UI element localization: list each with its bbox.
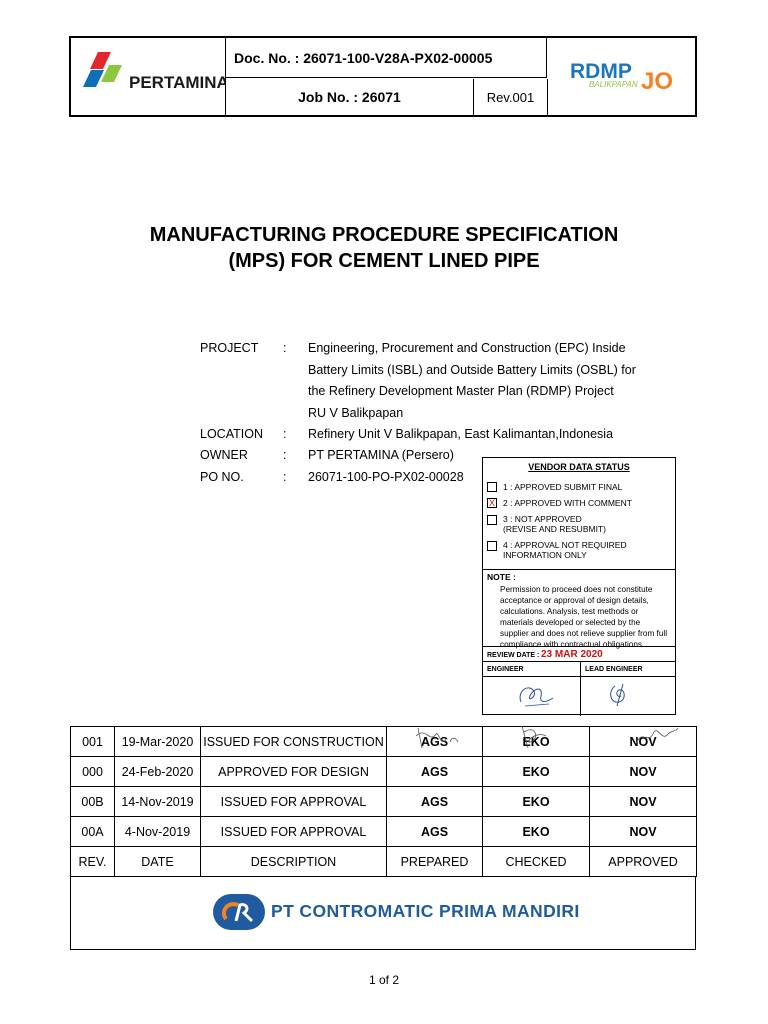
description-header: DESCRIPTION [201,847,387,877]
title-line-2: (MPS) FOR CEMENT LINED PIPE [228,250,540,272]
status-option-1: 1 : APPROVED SUBMIT FINAL [503,482,623,492]
rev-header: REV. [71,847,115,877]
note-line: materials developed or selected by the [500,618,641,627]
project-line: the Refinery Development Master Plan (RDMP) Project [308,384,614,398]
approved-cell: NOV [590,817,697,847]
status-option-4-sub: INFORMATION ONLY [503,550,587,560]
approved-signature [632,722,682,752]
rev-cell: 00B [71,787,115,817]
description-cell: ISSUED FOR APPROVAL [201,787,387,817]
date-cell: 19-Mar-2020 [115,727,201,757]
description-cell: ISSUED FOR APPROVAL [201,817,387,847]
status-option-2: 2 : APPROVED WITH COMMENT [503,498,632,508]
date-cell: 4-Nov-2019 [115,817,201,847]
description-cell: ISSUED FOR CONSTRUCTION [201,727,387,757]
status-checkbox-1 [487,482,497,492]
stamp-column-divider [580,661,581,716]
owner-value: PT PERTAMINA (Persero) [308,448,454,462]
engineer-label: ENGINEER [487,666,524,673]
note-line: calculations. Analysis, test methods or [500,607,639,616]
stamp-divider [483,661,675,662]
prepared-header: PREPARED [387,847,483,877]
lead-engineer-label: LEAD ENGINEER [585,666,643,673]
status-option-3 [503,514,606,534]
rdmp-text: RDMP [570,60,632,83]
revision-number: Rev.001 [474,79,548,115]
note-line: Permission to proceed does not constitute [500,585,653,594]
colon: : [283,427,287,441]
jo-text: JO [641,68,674,95]
project-line: Engineering, Procurement and Construction (EPC) Inside [308,341,626,355]
review-date-label: REVIEW DATE : [487,652,540,659]
revision-table [70,726,697,877]
balikpapan-text: BALIKPAPAN [589,80,638,89]
owner-label: OWNER [200,448,248,462]
status-option-3-sub: (REVISE AND RESUBMIT) [503,524,606,534]
page-number: 1 of 2 [368,973,400,987]
note-line: acceptance or approval of design details, [500,596,649,605]
note-line: supplier and does not relieve supplier from full [500,629,668,638]
colon: : [283,341,287,355]
status-checkbox-4 [487,541,497,551]
checked-signature [516,722,556,752]
colon: : [283,470,287,484]
contractor-name: PT CONTROMATIC PRIMA MANDIRI [271,901,580,921]
project-label: PROJECT [200,341,259,355]
rdmp-jo-logo [548,38,695,115]
title-line-1: MANUFACTURING PROCEDURE SPECIFICATION [149,224,619,246]
document-header [69,36,697,117]
project-line: Battery Limits (ISBL) and Outside Battery Limits (OSBL) for [308,362,636,377]
prepared-cell: AGS [387,757,483,787]
contromatic-logo-icon [212,893,266,931]
checked-cell: EKO [483,757,590,787]
prepared-cell: AGS [387,817,483,847]
project-value [308,338,668,424]
prepared-signature [412,722,462,752]
table-row [71,787,697,817]
table-row [71,757,697,787]
table-row [71,817,697,847]
lead-engineer-signature [605,682,635,710]
status-option-3-label: 3 : NOT APPROVED [503,514,582,524]
table-header-row [71,847,697,877]
status-option-4-label: 4 : APPROVAL NOT REQUIRED [503,540,627,550]
project-line: RU V Balikpapan [308,405,404,420]
prepared-cell: AGS [387,787,483,817]
po-label: PO NO. [200,470,244,484]
stamp-divider [483,676,675,677]
approved-header: APPROVED [590,847,697,877]
description-cell: APPROVED FOR DESIGN [201,757,387,787]
stamp-title: VENDOR DATA STATUS [528,462,630,472]
rev-cell: 00A [71,817,115,847]
pertamina-wordmark: PERTAMINA [129,73,225,92]
approved-cell: NOV [590,757,697,787]
vendor-data-status-stamp [482,457,676,715]
job-number: Job No. : 26071 [226,79,474,115]
po-value: 26071-100-PO-PX02-00028 [308,470,464,484]
stamp-divider [483,569,675,570]
date-header: DATE [115,847,201,877]
checked-cell: EKO [483,727,590,757]
prepared-cell: AGS [387,727,483,757]
doc-number: Doc. No. : 26071-100-V28A-PX02-00005 [226,38,547,78]
note-line: compliance with contractual obligations. [500,640,645,649]
location-value: Refinery Unit V Balikpapan, East Kalimantan,Indonesia [308,427,614,441]
stamp-divider [483,646,675,647]
location-label: LOCATION [200,427,263,441]
status-checkbox-2: X [488,498,495,508]
status-option-4 [503,540,627,560]
pertamina-logo [71,38,226,115]
checked-header: CHECKED [483,847,590,877]
status-checkbox-3 [487,515,497,525]
document-title [0,222,768,274]
pertamina-logo-icon [71,38,225,115]
rev-cell: 000 [71,757,115,787]
table-row [71,727,697,757]
rev-cell: 001 [71,727,115,757]
note-label: NOTE : [487,572,516,582]
approved-cell: NOV [590,727,697,757]
date-cell: 14-Nov-2019 [115,787,201,817]
approved-cell: NOV [590,787,697,817]
review-date-value: 23 MAR 2020 [541,649,603,660]
note-body [500,584,672,650]
checked-cell: EKO [483,787,590,817]
date-cell: 24-Feb-2020 [115,757,201,787]
checked-cell: EKO [483,817,590,847]
engineer-signature [513,680,558,712]
colon: : [283,448,287,462]
